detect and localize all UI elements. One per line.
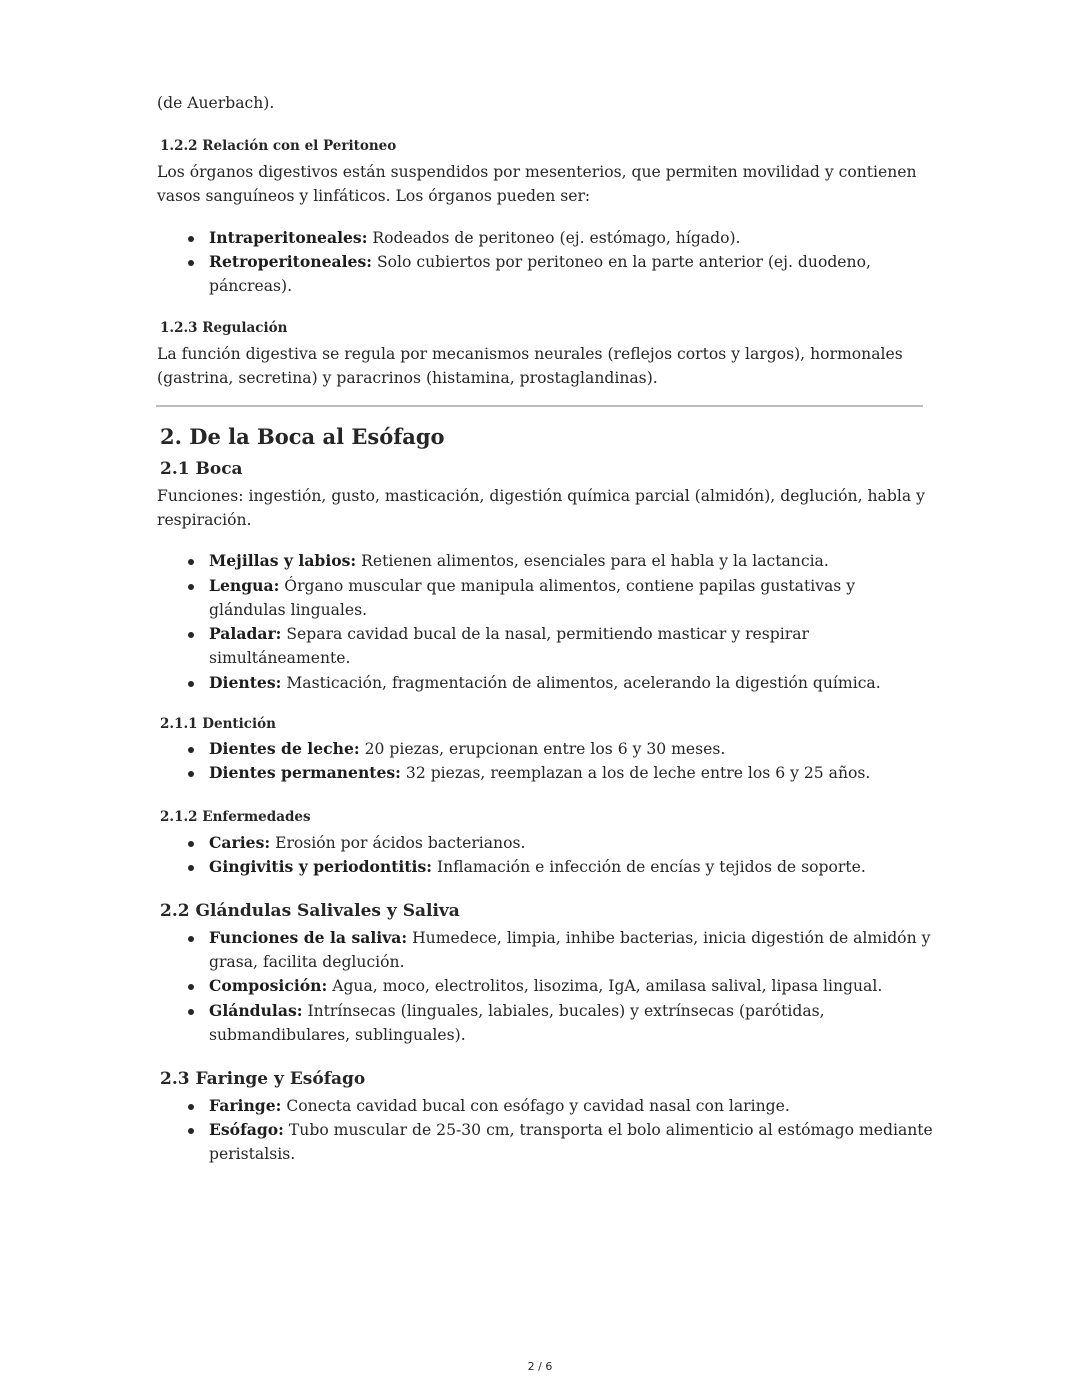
- paragraph: (de Auerbach).: [157, 94, 275, 112]
- list-item: [209, 761, 934, 785]
- bullet-list: [209, 831, 934, 879]
- term: Esófago:: [209, 1120, 284, 1139]
- desc: Erosión por ácidos bacterianos.: [270, 834, 526, 852]
- term: Composición:: [209, 976, 328, 996]
- list-item: [209, 574, 934, 623]
- paragraph: Funciones: ingestión, gusto, masticación, digestión química parcial (almidón), deglución, habla y respiración.: [157, 487, 925, 529]
- paragraph: Los órganos digestivos están suspendidos por mesenterios, que permiten movilidad y contienen vasos sanguíneos y linfáticos. Los órganos pueden ser:: [157, 163, 917, 205]
- heading-1-2-3: 1.2.3 Regulación: [160, 320, 288, 336]
- divider: [156, 405, 923, 407]
- list-item: [209, 855, 934, 879]
- list-item: [209, 737, 934, 761]
- desc: Agua, moco, electrolitos, lisozima, IgA, amilasa salival, lipasa lingual.: [327, 977, 883, 996]
- term: Mejillas y labios:: [209, 551, 357, 570]
- term: Dientes:: [209, 672, 282, 692]
- bullet-list: [209, 1094, 934, 1166]
- list-item: [209, 1118, 934, 1166]
- term: Caries:: [209, 833, 271, 852]
- list-item: [209, 974, 934, 999]
- term: Gingivitis y periodontitis:: [209, 857, 433, 876]
- term: Retroperitoneales:: [209, 252, 373, 271]
- term: Lengua:: [209, 575, 280, 595]
- list-item: [209, 926, 934, 974]
- desc: Intrínsecas (linguales, labiales, bucales) y extrínsecas (parótidas, submandibulares, sublinguales).: [209, 1002, 825, 1044]
- list-item: [209, 671, 934, 696]
- bullet-list: [209, 226, 934, 298]
- heading-2-1-1: 2.1.1 Dentición: [160, 716, 276, 732]
- bullet-list: [209, 926, 934, 1048]
- term: Faringe:: [209, 1096, 282, 1115]
- desc: Rodeados de peritoneo (ej. estómago, hígado).: [367, 229, 741, 247]
- desc: Inflamación e infección de encías y tejidos de soporte.: [432, 858, 866, 876]
- desc: 32 piezas, reemplazan a los de leche entre los 6 y 25 años.: [400, 764, 871, 782]
- page-number: 2 / 6: [527, 1360, 553, 1373]
- heading-2: 2. De la Boca al Esófago: [160, 424, 445, 449]
- desc: Tubo muscular de 25-30 cm, transporta el bolo alimenticio al estómago mediante peristalsis.: [209, 1121, 933, 1163]
- term: Dientes permanentes:: [209, 763, 401, 782]
- list-item: [209, 250, 934, 298]
- list-item: [209, 226, 934, 250]
- list-item: [209, 831, 934, 855]
- heading-2-2: 2.2 Glándulas Salivales y Saliva: [160, 901, 460, 921]
- desc: 20 piezas, erupcionan entre los 6 y 30 meses.: [359, 740, 726, 758]
- term: Dientes de leche:: [209, 739, 360, 758]
- list-item: [209, 1094, 934, 1118]
- heading-2-3: 2.3 Faringe y Esófago: [160, 1069, 366, 1089]
- heading-2-1: 2.1 Boca: [160, 459, 243, 479]
- desc: Órgano muscular que manipula alimentos, contiene papilas gustativas y glándulas linguales.: [209, 576, 856, 619]
- desc: Conecta cavidad bucal con esófago y cavidad nasal con laringe.: [281, 1097, 790, 1115]
- heading-2-1-2: 2.1.2 Enfermedades: [160, 809, 311, 825]
- desc: Masticación, fragmentación de alimentos, acelerando la digestión química.: [281, 673, 881, 692]
- term: Glándulas:: [209, 1001, 303, 1021]
- term: Paladar:: [209, 624, 282, 644]
- term: Funciones de la saliva:: [209, 928, 408, 947]
- desc: Humedece, limpia, inhibe bacterias, inicia digestión de almidón y grasa, facilita deglución.: [209, 929, 931, 971]
- desc: Separa cavidad bucal de la nasal, permitiendo masticar y respirar simultáneamente.: [209, 625, 809, 668]
- list-item: [209, 549, 934, 574]
- list-item: [209, 622, 934, 671]
- heading-1-2-2: 1.2.2 Relación con el Peritoneo: [160, 138, 397, 154]
- list-item: [209, 999, 934, 1047]
- desc: Retienen alimentos, esenciales para el habla y la lactancia.: [356, 552, 829, 570]
- bullet-list: [209, 737, 934, 785]
- paragraph: La función digestiva se regula por mecanismos neurales (reflejos cortos y largos), hormonales (gastrina, secretina) y paracrinos (histamina, prostaglandinas).: [157, 345, 903, 387]
- term: Intraperitoneales:: [209, 228, 368, 247]
- bullet-list: [209, 549, 934, 696]
- desc: Solo cubiertos por peritoneo en la parte anterior (ej. duodeno, páncreas).: [209, 253, 871, 295]
